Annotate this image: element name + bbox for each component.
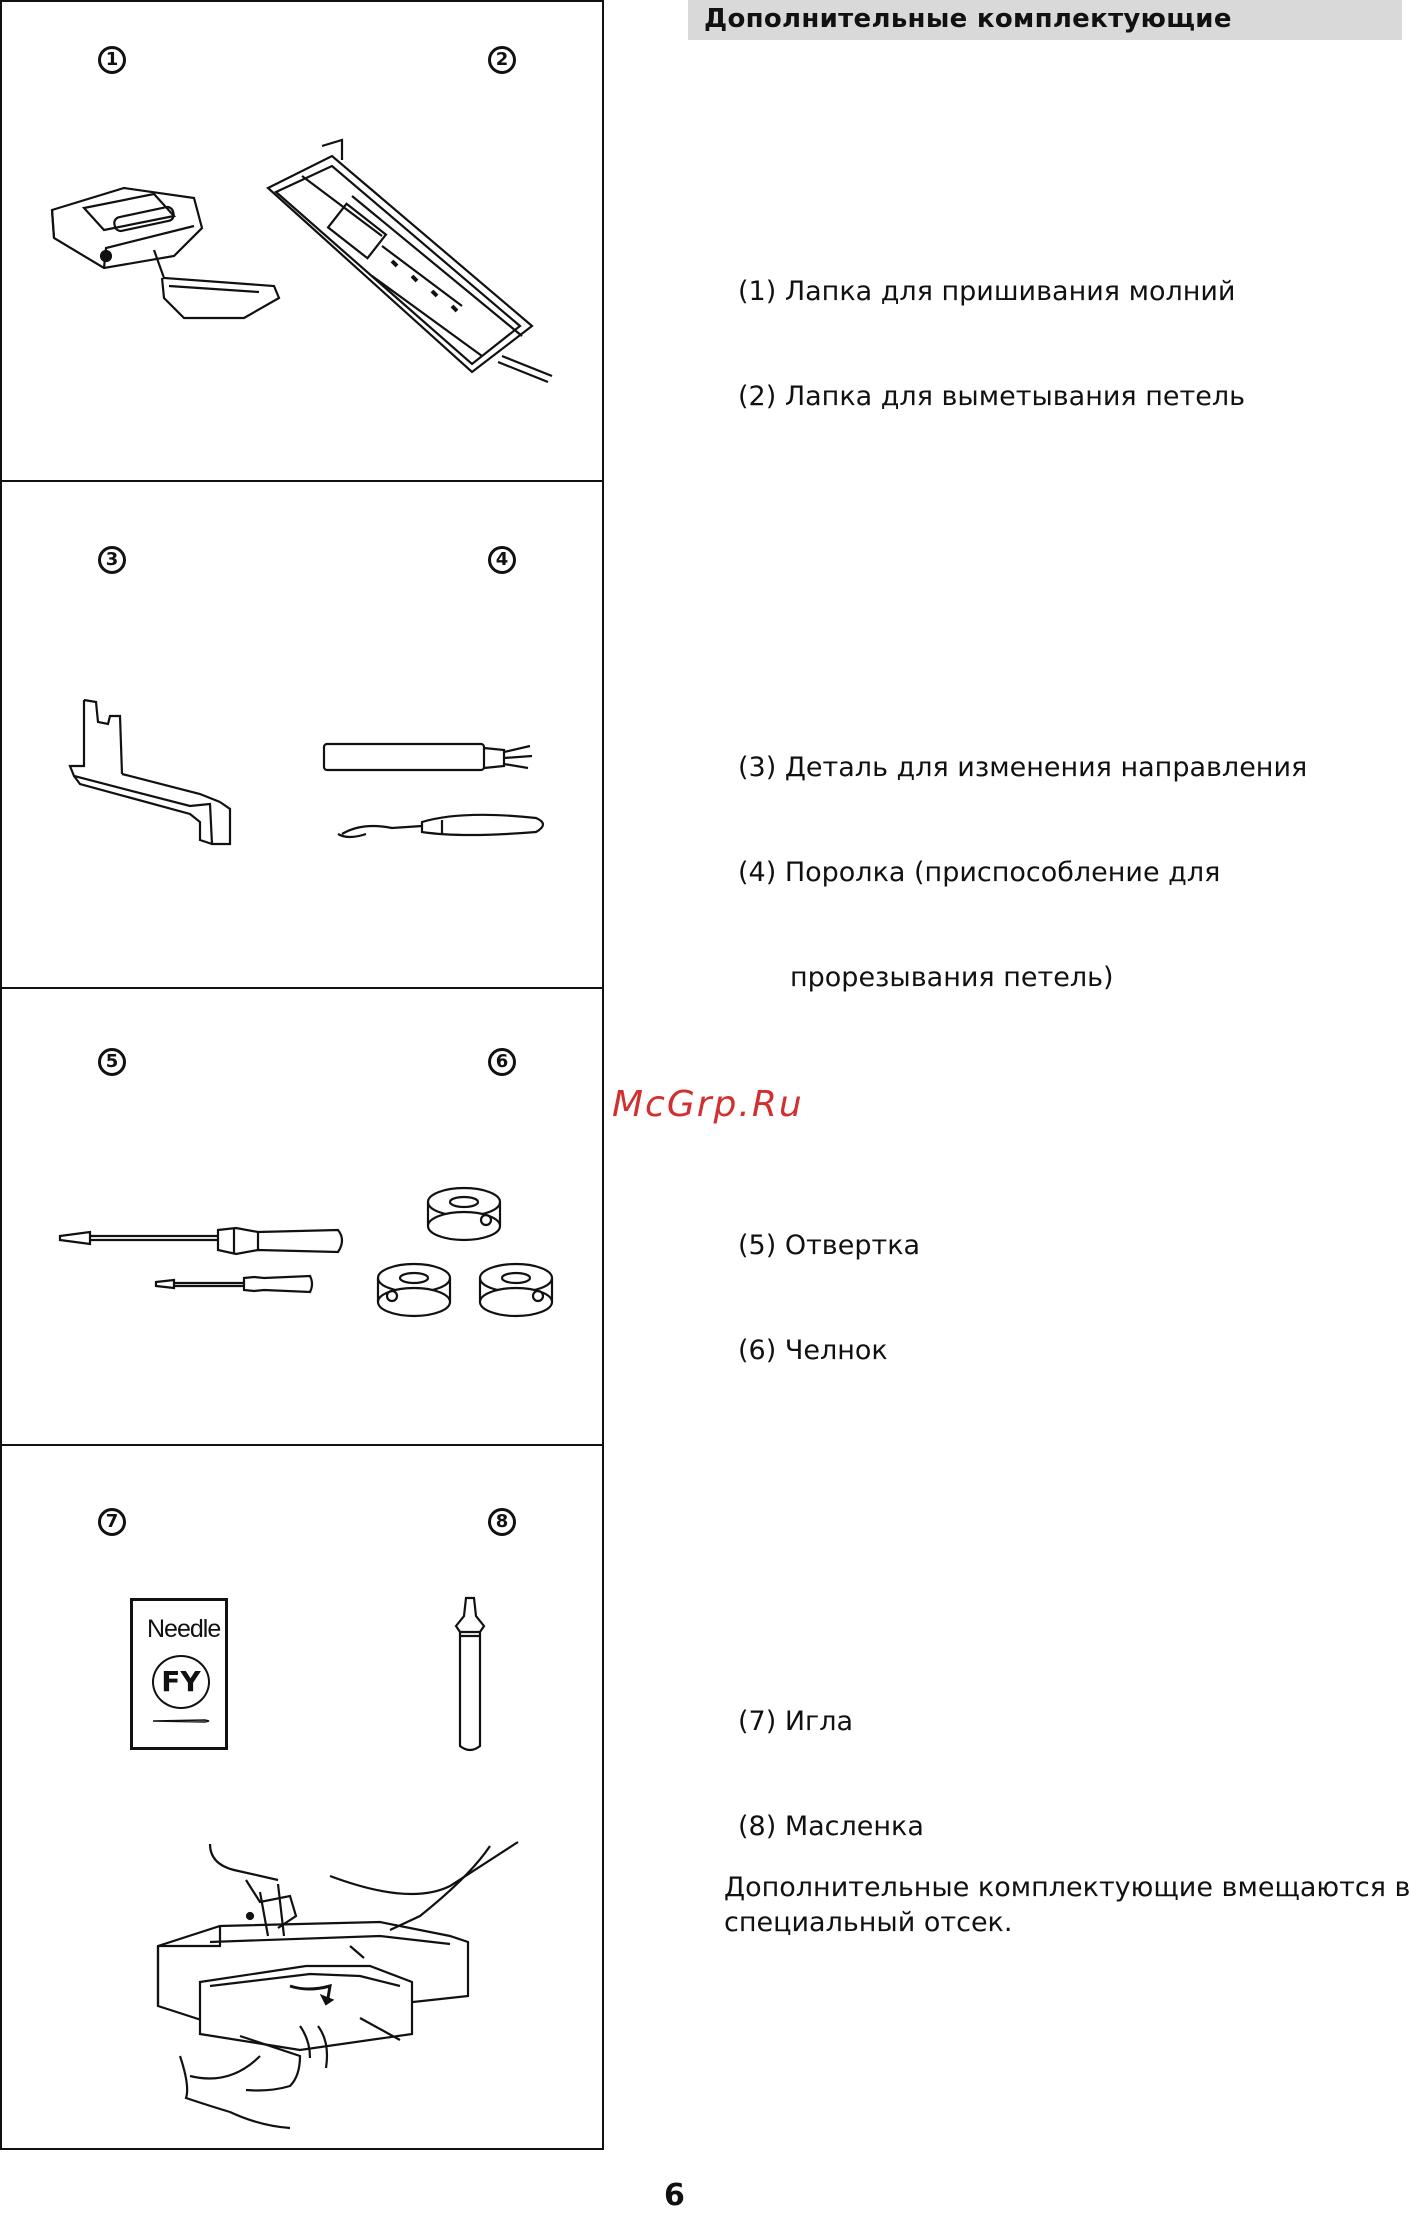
- bobbin-illustration: [368, 1178, 568, 1338]
- description-line: прорезывания петель): [790, 962, 1114, 993]
- description-line: (1) Лапка для пришивания молний: [738, 276, 1236, 307]
- panel-divider: [0, 987, 604, 989]
- description-line: (6) Челнок: [738, 1335, 888, 1366]
- badge-7: 7: [98, 1508, 126, 1536]
- screwdriver-illustration: [58, 1230, 348, 1300]
- description-line: (8) Масленка: [738, 1811, 924, 1842]
- oiler-illustration: [444, 1596, 500, 1756]
- zipper-foot-illustration: [44, 168, 284, 338]
- panel-divider: [0, 480, 604, 482]
- watermark: McGrp.Ru: [612, 1084, 804, 1125]
- buttonhole-foot-illustration: [262, 136, 562, 386]
- badge-4: 4: [488, 546, 516, 574]
- page-number: 6: [664, 2178, 685, 2213]
- description-line: (2) Лапка для выметывания петель: [738, 381, 1246, 412]
- badge-8: 8: [488, 1508, 516, 1536]
- description-items-7-8: [738, 1634, 924, 1879]
- badge-3: 3: [98, 546, 126, 574]
- description-line: (3) Деталь для изменения направления: [738, 752, 1308, 783]
- section-title: Дополнительные комплектующие: [704, 4, 1232, 34]
- needle-pack-label: Needle: [147, 1615, 221, 1643]
- needle-icon: [151, 1715, 211, 1727]
- badge-1: 1: [98, 46, 126, 74]
- description-line: (7) Игла: [738, 1706, 854, 1737]
- badge-2: 2: [488, 46, 516, 74]
- description-items-5-6: [738, 1158, 920, 1403]
- sewing-machine-storage-illustration: [150, 1836, 570, 2136]
- description-items-1-2: [738, 204, 1245, 449]
- description-line: (5) Отвертка: [738, 1230, 921, 1261]
- description-line: (4) Поролка (приспособление для: [738, 857, 1221, 888]
- badge-5: 5: [98, 1048, 126, 1076]
- description-items-3-4: [738, 680, 1307, 1030]
- edge-guide-illustration: [60, 694, 240, 854]
- needle-pack-code: FY: [161, 1665, 201, 1698]
- seam-ripper-illustration: [322, 730, 582, 860]
- badge-6: 6: [488, 1048, 516, 1076]
- storage-note: Дополнительные комплектующие вмещаются в специальный отсек.: [724, 1872, 1411, 1938]
- needle-pack-code-circle: [152, 1655, 210, 1709]
- panel-divider: [0, 1444, 604, 1446]
- needle-pack: [130, 1598, 228, 1750]
